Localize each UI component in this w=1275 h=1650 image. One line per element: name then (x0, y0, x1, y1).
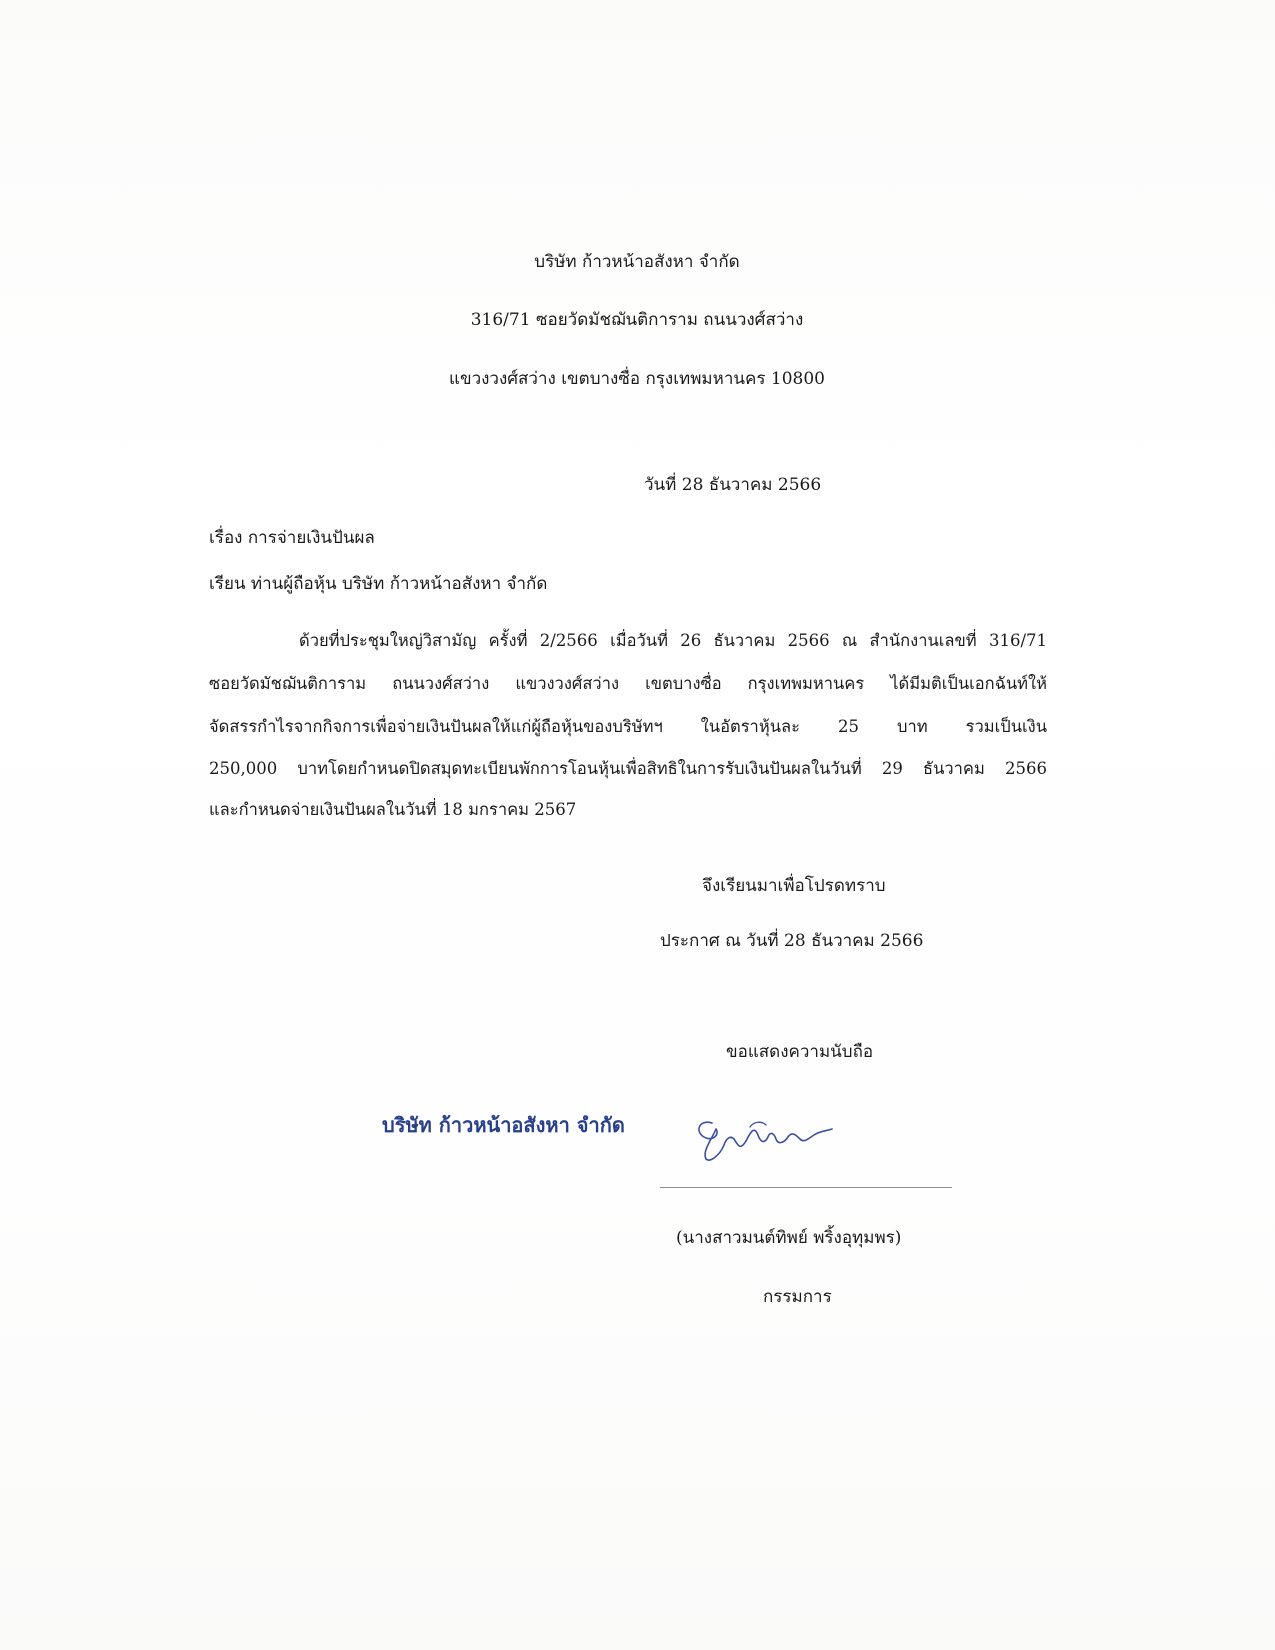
closing-notice: จึงเรียนมาเพื่อโปรดทราบ (702, 876, 886, 896)
body-line-2: ซอยวัดมัชฌันติการาม ถนนวงศ์สว่าง แขวงวงศ์สว่าง เขตบางซื่อ กรุงเทพมหานคร ได้มีมติเป็นเอกฉันท์ให้ (209, 674, 1047, 693)
recipient-line: เรียน ท่านผู้ถือหุ้น บริษัท ก้าวหน้าอสังหา จำกัด (209, 574, 548, 594)
announcement-date: ประกาศ ณ วันที่ 28 ธันวาคม 2566 (660, 931, 924, 951)
signature-line (660, 1187, 952, 1188)
signer-title: กรรมการ (763, 1287, 832, 1307)
body-line-5: และกำหนดจ่ายเงินปันผลในวันที่ 18 มกราคม 2567 (209, 800, 577, 819)
body-line-1: ด้วยที่ประชุมใหญ่วิสามัญ ครั้งที่ 2/2566 เมื่อวันที่ 26 ธันวาคม 2566 ณ สำนักงานเลขที่ 316/71 (299, 631, 1047, 650)
address-line-1: 316/71 ซอยวัดมัชฌันติการาม ถนนวงศ์สว่าง (470, 310, 804, 330)
body-line-3: จัดสรรกำไรจากกิจการเพื่อจ่ายเงินปันผลให้แก่ผู้ถือหุ้นของบริษัทฯ ในอัตราหุ้นละ 25 บาท รวมเป็นเงิน (209, 717, 1047, 736)
company-name: บริษัท ก้าวหน้าอสังหา จำกัด (534, 252, 740, 272)
signer-name: (นางสาวมนต์ทิพย์ พริ้งอุทุมพร) (676, 1228, 902, 1248)
signature (690, 1105, 850, 1165)
address-line-2: แขวงวงศ์สว่าง เขตบางซื่อ กรุงเทพมหานคร 10800 (448, 369, 825, 389)
subject-line: เรื่อง การจ่ายเงินปันผล (209, 528, 375, 548)
letter-date: วันที่ 28 ธันวาคม 2566 (644, 475, 822, 495)
company-stamp: บริษัท ก้าวหน้าอสังหา จำกัด (382, 1113, 625, 1137)
body-line-4: 250,000 บาทโดยกำหนดปิดสมุดทะเบียนพักการโอนหุ้นเพื่อสิทธิในการรับเงินปันผลในวันที่ 29 ธันวาคม 2566 (209, 759, 1047, 778)
regards-text: ขอแสดงความนับถือ (726, 1042, 874, 1062)
